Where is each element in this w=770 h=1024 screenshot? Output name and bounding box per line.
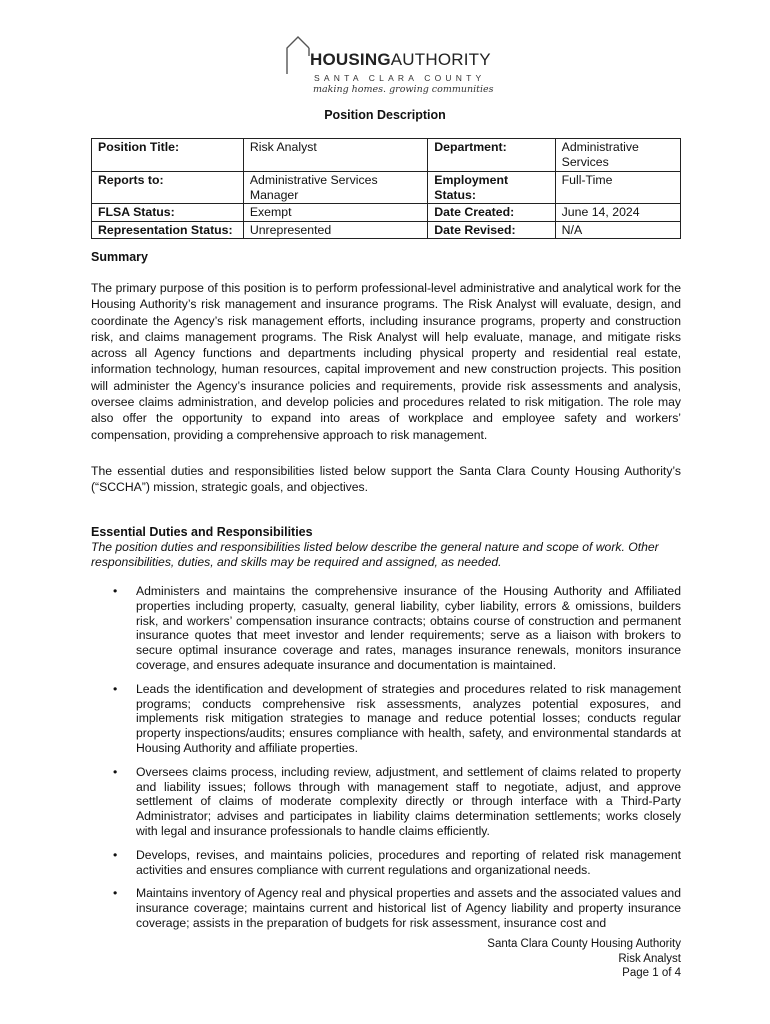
list-item: • Maintains inventory of Agency real and physical properties and assets and the associated values and insurance coverage; maintains current and historical list of Agency liability and property insurance coverage; assists in the preparation of budgets for risk assessment, insurance cost and [113,886,681,930]
representation-status-value: Unrepresented [243,221,427,239]
flsa-status-value: Exempt [243,204,427,222]
employment-status-value: Full-Time [555,172,680,204]
date-created-label: Date Created: [428,204,555,222]
logo-subtitle: SANTA CLARA COUNTY [314,73,486,83]
document-title: Position Description [324,108,446,122]
footer-position: Risk Analyst [618,952,681,965]
bullet-icon: • [113,847,118,862]
bullet-icon: • [113,764,118,779]
date-created-value: June 14, 2024 [555,204,680,222]
summary-paragraph: The primary purpose of this position is to perform professional-level administrative and analytical work for the Housing Authority’s risk management and insurance programs. The Risk Analyst will evaluate, design, and coordinate the Agency’s risk management efforts, including insurance programs, property and construction risk, and claims management programs. The Risk Analyst will help evaluate, manage, and mitigate risks across all Agency functions and departments including physical property and residential real estate, information technology, human resources, capital improvement and new construction projects. This position will administer the Agency’s insurance policies and requirements, provide risk assessments and analysis, oversee claims administration, and develop policies and procedures related to risk mitigation. The role may also offer the opportunity to expand into areas of workplace and employee safety and workers’ compensation, providing a comprehensive approach to risk management. [91,281,681,442]
position-title-value: Risk Analyst [243,139,427,172]
duties-intro: The position duties and responsibilities listed below describe the general nature and scope of work. Other responsibilities, duties, and skills may be required and assigned, as needed. [91,540,659,569]
list-item: • Leads the identification and development of strategies and procedures related to risk management programs; conducts comprehensive risk assessments, analyzes potential exposures, and implements risk mitigation strategies to manage and reduce potential losses; conducts regular property inspections/audits; ensures compliance with health, safety, and environmental standards at Housing Authority and affiliate properties. [113,681,681,755]
list-item: • Administers and maintains the comprehensive insurance of the Housing Authority and Affiliated properties including property, casualty, general liability, cyber liability, errors & omissions, builders risk, and workers’ compensation insurance contracts; obtains course of construction and permanent insurance quotes that meet investor and lender requirements; serve as a liaison with brokers to secure optimal insurance coverage and rates, manages insurance renewals, monitors insurance coverage, and ensures adequate insurance and documentation is maintained. [113,584,681,672]
mission-paragraph: The essential duties and responsibilities listed below support the Santa Clara County Housing Authority’s (“SCCHA”) mission, strategic goals, and objectives. [91,464,681,495]
position-title-label: Position Title: [92,139,244,172]
reports-to-label: Reports to: [92,172,244,204]
bullet-icon: • [113,886,118,901]
employment-status-label: Employment Status: [428,172,555,204]
footer-org: Santa Clara County Housing Authority [487,938,681,950]
logo-name: HOUSINGAUTHORITY [310,50,491,69]
duties-heading: Essential Duties and Responsibilities [91,525,313,539]
flsa-status-label: FLSA Status: [92,204,244,222]
date-revised-label: Date Revised: [428,221,555,239]
date-revised-value: N/A [555,221,680,239]
footer-page-number: Page 1 of 4 [622,967,681,979]
page-footer [487,937,681,981]
logo-tagline: making homes. growing communities [313,84,494,95]
summary-heading: Summary [91,250,148,264]
housing-authority-logo [284,34,494,98]
department-value: Administrative Services [555,139,680,172]
bullet-icon: • [113,681,118,696]
reports-to-value: Administrative Services Manager [243,172,427,204]
department-label: Department: [428,139,555,172]
list-item: • Develops, revises, and maintains policies, procedures and reporting of related risk management activities and ensures compliance with current regulations and organizational needs. [113,847,681,877]
list-item: • Oversees claims process, including review, adjustment, and settlement of claims related to property and liability issues; follows through with management staff to negotiate, adjust, and approve settlement of claims of moderate complexity directly or through interface with a Third-Party Administrator; advises and participates in liability claims determination settlements; works closely with legal and insurance professionals to handle claims efficiently. [113,764,681,838]
duties-list [91,584,681,940]
bullet-icon: • [113,584,118,598]
representation-status-label: Representation Status: [92,221,244,239]
position-info-table [91,138,681,239]
